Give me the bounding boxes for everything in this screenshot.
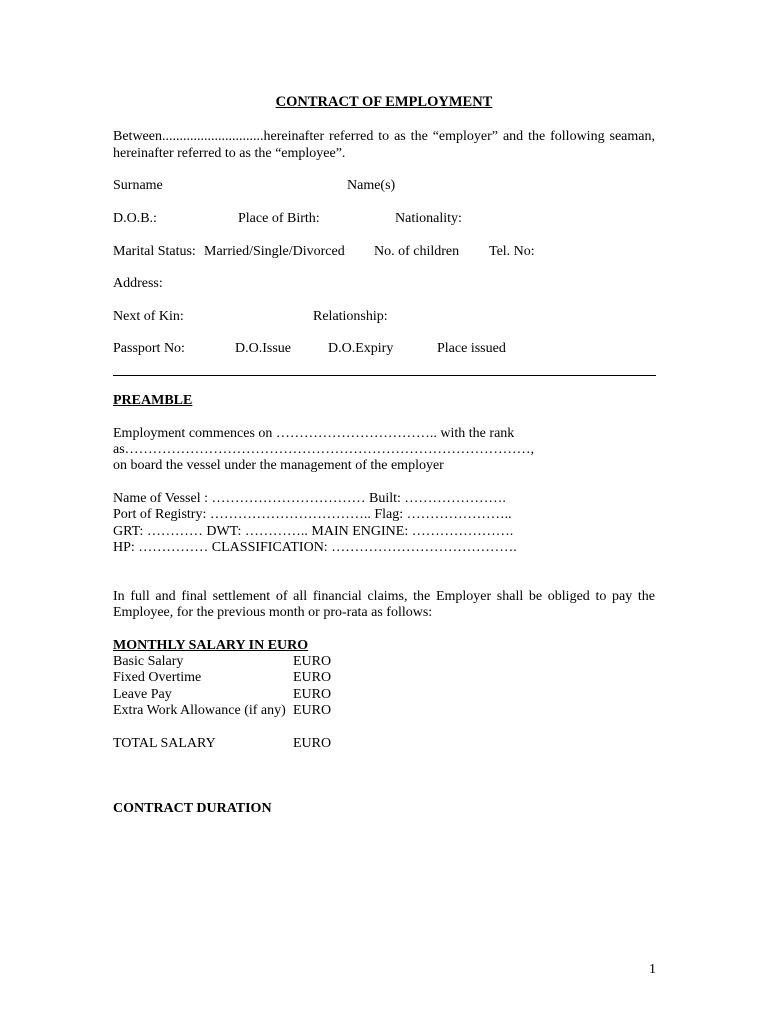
preamble-heading: PREAMBLE — [113, 393, 193, 408]
vessel-line-1: Name of Vessel : …………………………… Built: …………………. — [113, 491, 506, 506]
salary-heading: MONTHLY SALARY IN EURO — [113, 638, 309, 653]
preamble-line-1: Employment commences on …………………………….. with the rank — [113, 426, 515, 441]
intro-line-1: Between.............................hereinafter referred to as the “employer” and the following seaman, — [113, 129, 655, 144]
place-issued-label: Place issued — [437, 341, 506, 356]
children-label: No. of children — [374, 244, 460, 259]
settlement-line-1: In full and final settlement of all financial claims, the Employer shall be obliged to pay the — [113, 589, 655, 604]
place-of-birth-label: Place of Birth: — [238, 211, 320, 226]
vessel-line-3: GRT: ………… DWT: ………….. MAIN ENGINE: …………………. — [113, 524, 514, 539]
total-salary-currency: EURO — [293, 736, 332, 751]
salary-row-currency: EURO — [293, 654, 332, 669]
preamble-line-2: as……………………………………………………………………………, — [113, 442, 535, 457]
vessel-line-4: HP: …………… CLASSIFICATION: …………………………………. — [113, 540, 517, 555]
dob-label: D.O.B.: — [113, 211, 157, 226]
contract-duration-heading: CONTRACT DURATION — [113, 801, 272, 816]
address-label: Address: — [113, 276, 163, 291]
salary-row-currency: EURO — [293, 687, 332, 702]
date-of-issue-label: D.O.Issue — [235, 341, 291, 356]
settlement-line-2: Employee, for the previous month or pro-rata as follows: — [113, 605, 433, 620]
salary-row-label: Leave Pay — [113, 687, 172, 702]
date-of-expiry-label: D.O.Expiry — [328, 341, 394, 356]
page-number: 1 — [649, 962, 656, 977]
section-divider — [113, 375, 656, 376]
vessel-line-2: Port of Registry: …………………………….. Flag: ………………….. — [113, 507, 512, 522]
names-label: Name(s) — [347, 178, 396, 193]
document-title: CONTRACT OF EMPLOYMENT — [275, 94, 493, 110]
intro-line-2: hereinafter referred to as the “employee”. — [113, 146, 346, 161]
passport-no-label: Passport No: — [113, 341, 185, 356]
surname-label: Surname — [113, 178, 163, 193]
salary-row-label: Fixed Overtime — [113, 670, 202, 685]
tel-label: Tel. No: — [489, 244, 535, 259]
marital-status-options: Married/Single/Divorced — [204, 244, 345, 259]
total-salary-label: TOTAL SALARY — [113, 736, 216, 751]
salary-row-currency: EURO — [293, 670, 332, 685]
salary-row-currency: EURO — [293, 703, 332, 718]
marital-status-label: Marital Status: — [113, 244, 196, 259]
salary-row-label: Extra Work Allowance (if any) — [113, 703, 286, 718]
salary-row-label: Basic Salary — [113, 654, 184, 669]
nationality-label: Nationality: — [395, 211, 462, 226]
next-of-kin-label: Next of Kin: — [113, 309, 184, 324]
relationship-label: Relationship: — [313, 309, 388, 324]
preamble-line-3: on board the vessel under the management of the employer — [113, 458, 444, 473]
